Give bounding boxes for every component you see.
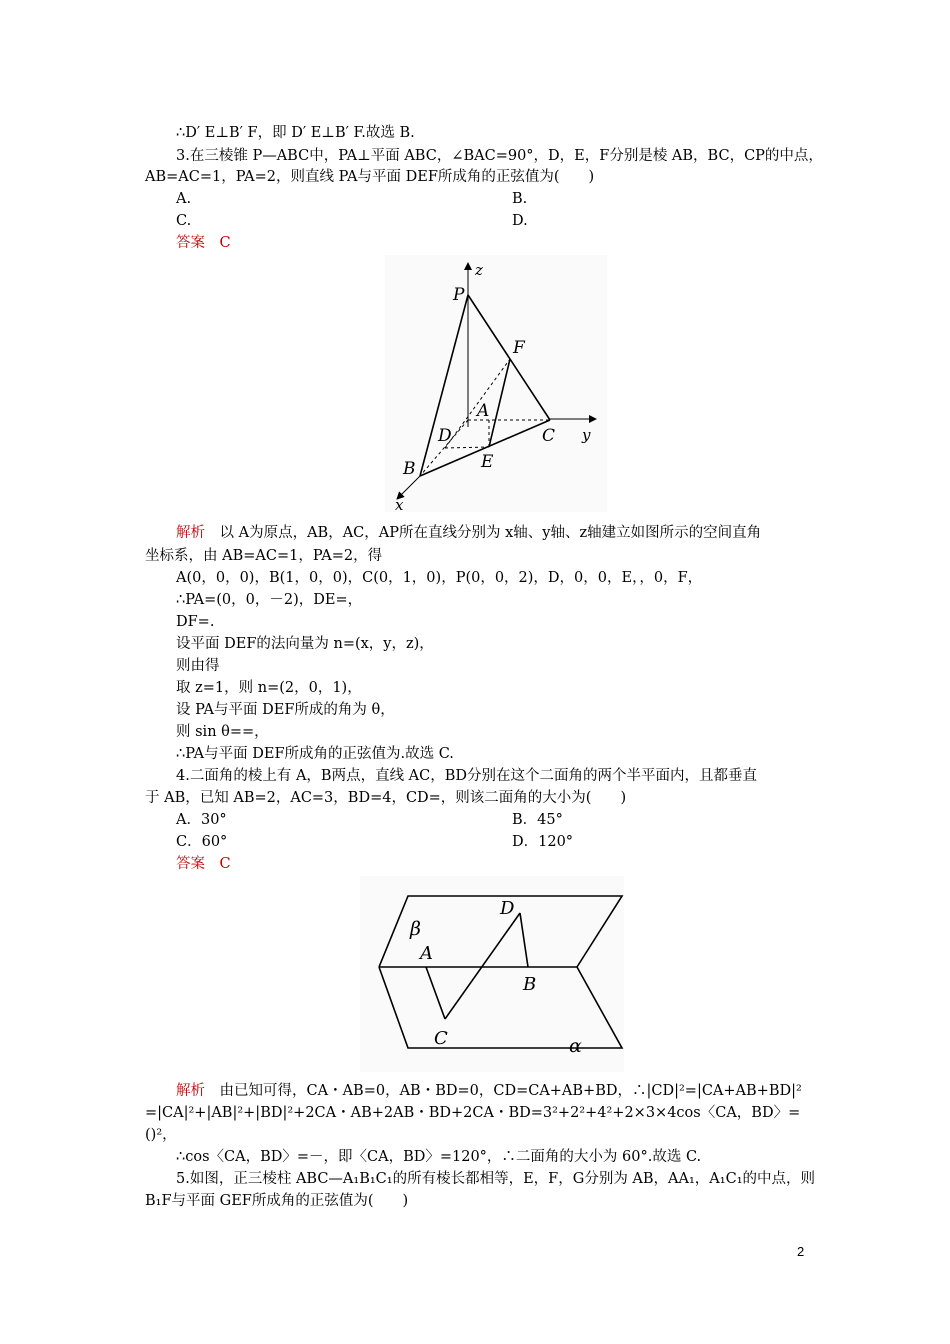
question-3: 3.在三棱锥 P—ABC中，PA⊥平面 ABC，∠BAC=90°，D，E，F分别是棱 AB，BC，CP的中点，: [176, 148, 823, 164]
text-line: 设 PA与平面 DEF所成的角为 θ，: [176, 702, 395, 718]
answer-label: 答案 C: [176, 856, 231, 872]
solution-label: 解析: [176, 1083, 205, 1099]
label-alpha: α: [569, 1035, 582, 1057]
text-line: 取 z=1，则 n=(2，0，1)，: [176, 680, 362, 696]
text-line: AB=AC=1，PA=2，则直线 PA与平面 DEF所成角的正弦值为( ): [145, 169, 595, 185]
dihedral-diagram: [360, 876, 624, 1072]
question-5: 5.如图，正三棱柱 ABC—A₁B₁C₁的所有棱长都相等，E，F，G分别为 AB，AA₁，A₁C₁的中点，则: [176, 1171, 816, 1187]
solution-text: [176, 523, 761, 543]
label-y: y: [582, 426, 591, 444]
answer-label: 答案 C: [176, 235, 231, 251]
label-beta: β: [410, 918, 421, 940]
tetrahedron-diagram: [385, 255, 607, 512]
question-4: 4.二面角的棱上有 A，B两点，直线 AC，BD分别在这个二面角的两个半平面内，且都垂直: [176, 768, 758, 784]
label-a: A: [477, 401, 490, 421]
label-b: B: [523, 974, 537, 995]
text-line: =|CA|²+|AB|²+|BD|²+2CA・AB+2AB・BD+2CA・BD=3²+2²+4²+2×3×4cos〈CA，BD〉=: [145, 1105, 801, 1121]
solution-text: [176, 1081, 802, 1101]
figure-coordinate-tetrahedron: [385, 255, 607, 512]
solution-line: 由已知可得，CA・AB=0，AB・BD=0，CD=CA+AB+BD，∴|CD|²=|CA+AB+BD|²: [205, 1083, 802, 1099]
text-line: ()²，: [145, 1127, 177, 1143]
label-d: D: [438, 426, 452, 446]
label-f: F: [513, 338, 525, 358]
label-x: x: [395, 496, 404, 512]
text-line: A(0，0，0)，B(1，0，0)，C(0，1，0)，P(0，0，2)，D，0，0，E，，0，F，: [176, 570, 703, 586]
option-c: C.: [176, 213, 192, 229]
text-line: B₁F与平面 GEF所成角的正弦值为( ): [145, 1193, 409, 1209]
text-line: DF=.: [176, 614, 215, 630]
text-line: 则由得: [176, 658, 220, 674]
option-a: A．30°: [176, 812, 227, 828]
label-p: P: [453, 285, 465, 305]
option-b: B．45°: [512, 812, 563, 828]
solution-label: 解析: [176, 525, 205, 541]
label-e: E: [481, 452, 494, 472]
text-line: ∴PA=(0，0，－2)，DE=，: [176, 592, 363, 608]
text-line: ∴PA与平面 DEF所成角的正弦值为.故选 C.: [176, 746, 454, 762]
text-line: ∴D′ E⊥B′ F，即 D′ E⊥B′ F.故选 B.: [176, 125, 415, 141]
text-line: 于 AB，已知 AB=2，AC=3，BD=4，CD=，则该二面角的大小为( ): [145, 790, 627, 806]
option-d: D．120°: [512, 834, 574, 850]
option-c: C．60°: [176, 834, 228, 850]
label-z: z: [475, 261, 483, 279]
label-d: D: [500, 898, 515, 919]
label-c: C: [434, 1028, 448, 1049]
label-c: C: [542, 426, 556, 446]
figure-dihedral-angle: [360, 876, 624, 1072]
option-d: D.: [512, 213, 528, 229]
text-line: 设平面 DEF的法向量为 n=(x，y，z)，: [176, 636, 434, 652]
text-line: 则 sin θ==，: [176, 724, 269, 740]
text-line: ∴cos〈CA，BD〉=－，即〈CA，BD〉=120°，∴二面角的大小为 60°.故选 C.: [176, 1149, 702, 1165]
label-a: A: [420, 943, 433, 964]
page-number: 2: [797, 1244, 805, 1259]
text-line: 坐标系，由 AB=AC=1，PA=2，得: [145, 548, 383, 564]
label-b: B: [403, 459, 416, 479]
solution-line: 以 A为原点，AB，AC，AP所在直线分别为 x轴、y轴、z轴建立如图所示的空间直角: [205, 525, 762, 541]
option-b: B.: [512, 191, 528, 207]
option-a: A.: [176, 191, 192, 207]
